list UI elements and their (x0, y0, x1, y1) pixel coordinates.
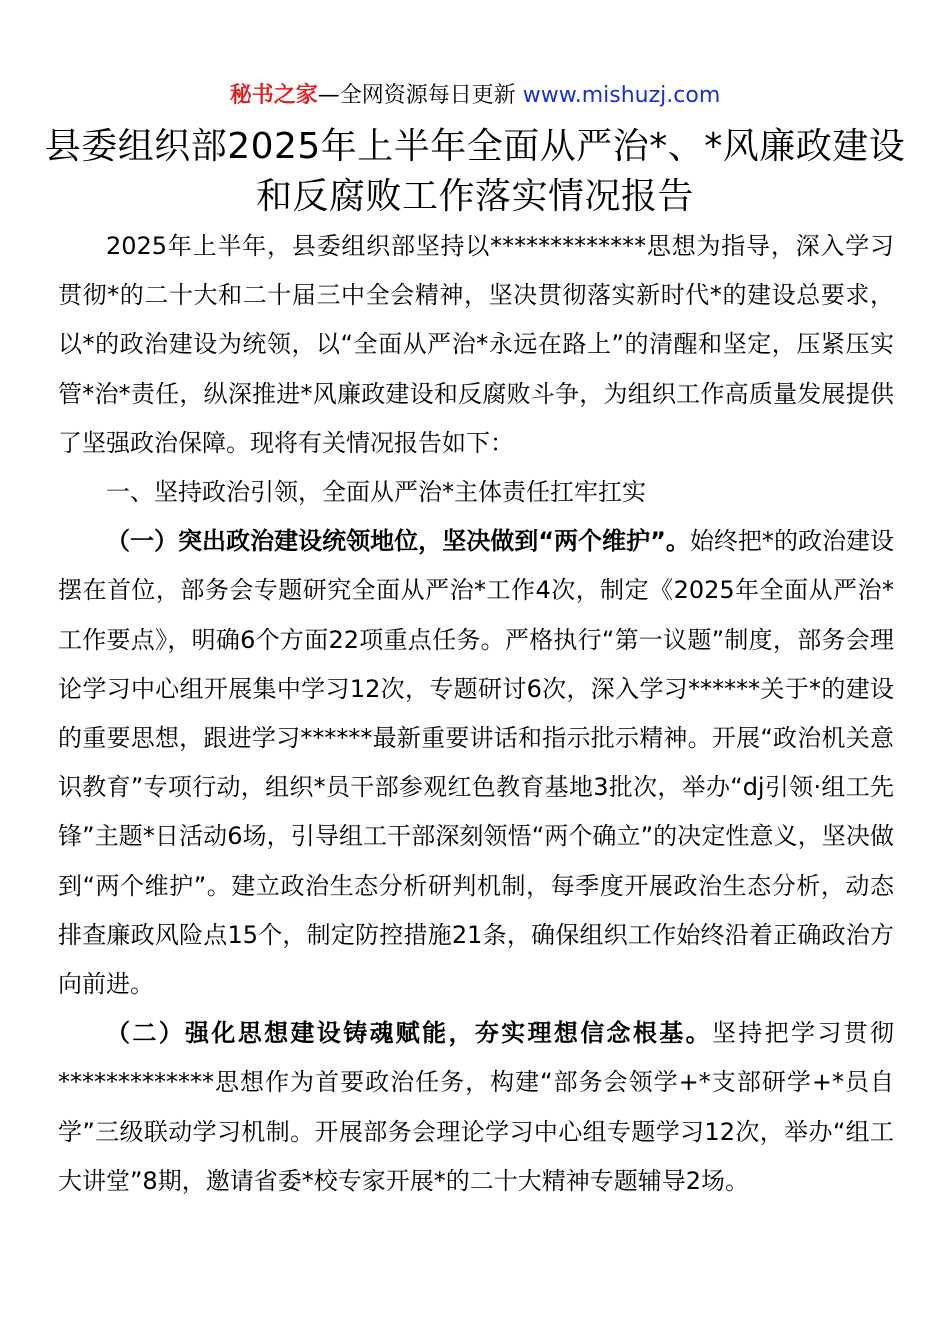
intro-paragraph: 2025年上半年，县委组织部坚持以*************思想为指导，深入学习贯彻*的二十大和二十届三中全会精神，坚决贯彻落实新时代*的建设总要求，以*的政治建设为统领，以“全面从严治*永远在路上”的清醒和坚定，压紧压实管*治*责任，纵深推进*风廉政建设和反腐败斗争，为组织工作高质量发展提供了坚强政治保障。现将有关情况报告如下： (58, 232, 894, 457)
site-banner (0, 80, 950, 112)
body-paragraph-1 (58, 517, 894, 1009)
document-title: 县委组织部2025年上半年全面从严治*、*风廉政建设和反腐败工作落实情况报告 (44, 126, 906, 217)
section-heading: 一、坚持政治引领，全面从严治*主体责任扛牢扛实 (106, 478, 646, 507)
body-paragraph-2 (58, 1009, 894, 1206)
paragraph-lead: （一）突出政治建设统领地位，坚决做到“两个维护”。 (106, 527, 690, 556)
site-url-link[interactable]: www.mishuzj.com (522, 83, 721, 108)
paragraph-text: 坚持把学习贯彻*************思想作为首要政治任务，构建“部务会领学+*支部研学+*员自学”三级联动学习机制。开展部务会理论学习中心组专题学习12次，举办“组工大讲堂”8期，邀请省委*校专家开展*的二十大精神专题辅导2场。 (58, 1019, 895, 1195)
document-body (58, 222, 894, 1206)
banner-tagline: —全网资源每日更新 (317, 83, 516, 108)
brand-name: 秘书之家 (229, 83, 318, 108)
paragraph-text: 始终把*的政治建设摆在首位，部务会专题研究全面从严治*工作4次，制定《2025年全面从严治*工作要点》，明确6个方面22项重点任务。严格执行“第一议题”制度，部务会理论学习中心组开展集中学习12次，专题研讨6次，深入学习******关于*的建设的重要思想，跟进学习******最新重要讲话和指示批示精神。开展“政治机关意识教育”专项行动，组织*员干部参观红色教育基地3批次，举办“dj引领·组工先锋”主题*日活动6场，引导组工干部深刻领悟“两个确立”的决定性意义，坚决做到“两个维护”。建立政治生态分析研判机制，每季度开展政治生态分析，动态排查廉政风险点15个，制定防控措施21条，确保组织工作始终沿着正确政治方向前进。 (58, 527, 895, 999)
paragraph-lead: （二）强化思想建设铸魂赋能，夯实理想信念根基。 (106, 1019, 712, 1048)
